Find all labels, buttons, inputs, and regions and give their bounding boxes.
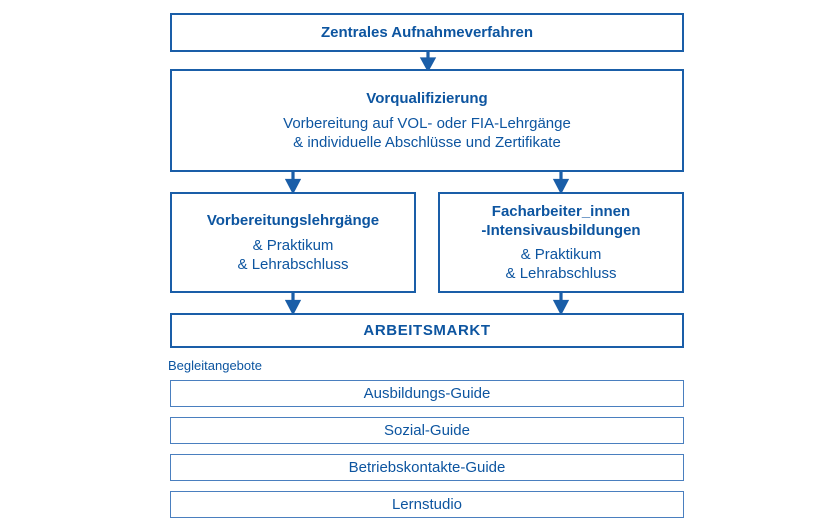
begleitangebot-label: Sozial-Guide: [384, 421, 470, 439]
node-facharbeiter-line-1: & Praktikum: [520, 245, 602, 263]
node-arbeitsmarkt-label: ARBEITSMARKT: [363, 321, 491, 339]
node-facharbeiter-line-2: & Lehrabschluss: [505, 264, 617, 282]
begleitangebot-label: Ausbildungs-Guide: [363, 384, 491, 402]
node-facharbeiter-title-line-2: -Intensivausbildungen: [481, 222, 641, 240]
begleitangebot-sozial-guide: [170, 417, 684, 444]
node-facharbeiter-title-line-1: Facharbeiter_innen: [491, 203, 631, 221]
node-vorbereitungslehrgaenge-title: Vorbereitungslehrgänge: [206, 211, 380, 229]
begleitangebot-betriebskontakte-guide: [170, 454, 684, 481]
node-vorbereitungslehrgaenge-line-1: & Praktikum: [252, 236, 334, 254]
begleitangebot-label: Lernstudio: [391, 495, 463, 513]
node-zentrales-aufnahmeverfahren: [170, 13, 684, 52]
node-arbeitsmarkt: [170, 313, 684, 348]
node-vorqualifizierung-line-1: Vorbereitung auf VOL- oder FIA-Lehrgänge: [283, 114, 571, 132]
node-vorbereitungslehrgaenge-line-2: & Lehrabschluss: [237, 256, 349, 274]
node-facharbeiter-intensivausbildungen: [438, 192, 684, 293]
begleitangebote-section-label: Begleitangebote: [168, 358, 262, 373]
node-vorqualifizierung: [170, 69, 684, 172]
begleitangebot-ausbildungs-guide: [170, 380, 684, 407]
begleitangebot-label: Betriebskontakte-Guide: [348, 458, 506, 476]
begleitangebot-lernstudio: [170, 491, 684, 518]
node-vorbereitungslehrgaenge: [170, 192, 416, 293]
node-zentrales-aufnahmeverfahren-label: Zentrales Aufnahmeverfahren: [320, 23, 533, 41]
node-vorqualifizierung-title: Vorqualifizierung: [366, 89, 488, 107]
node-vorqualifizierung-line-2: & individuelle Abschlüsse und Zertifikate: [293, 134, 561, 152]
